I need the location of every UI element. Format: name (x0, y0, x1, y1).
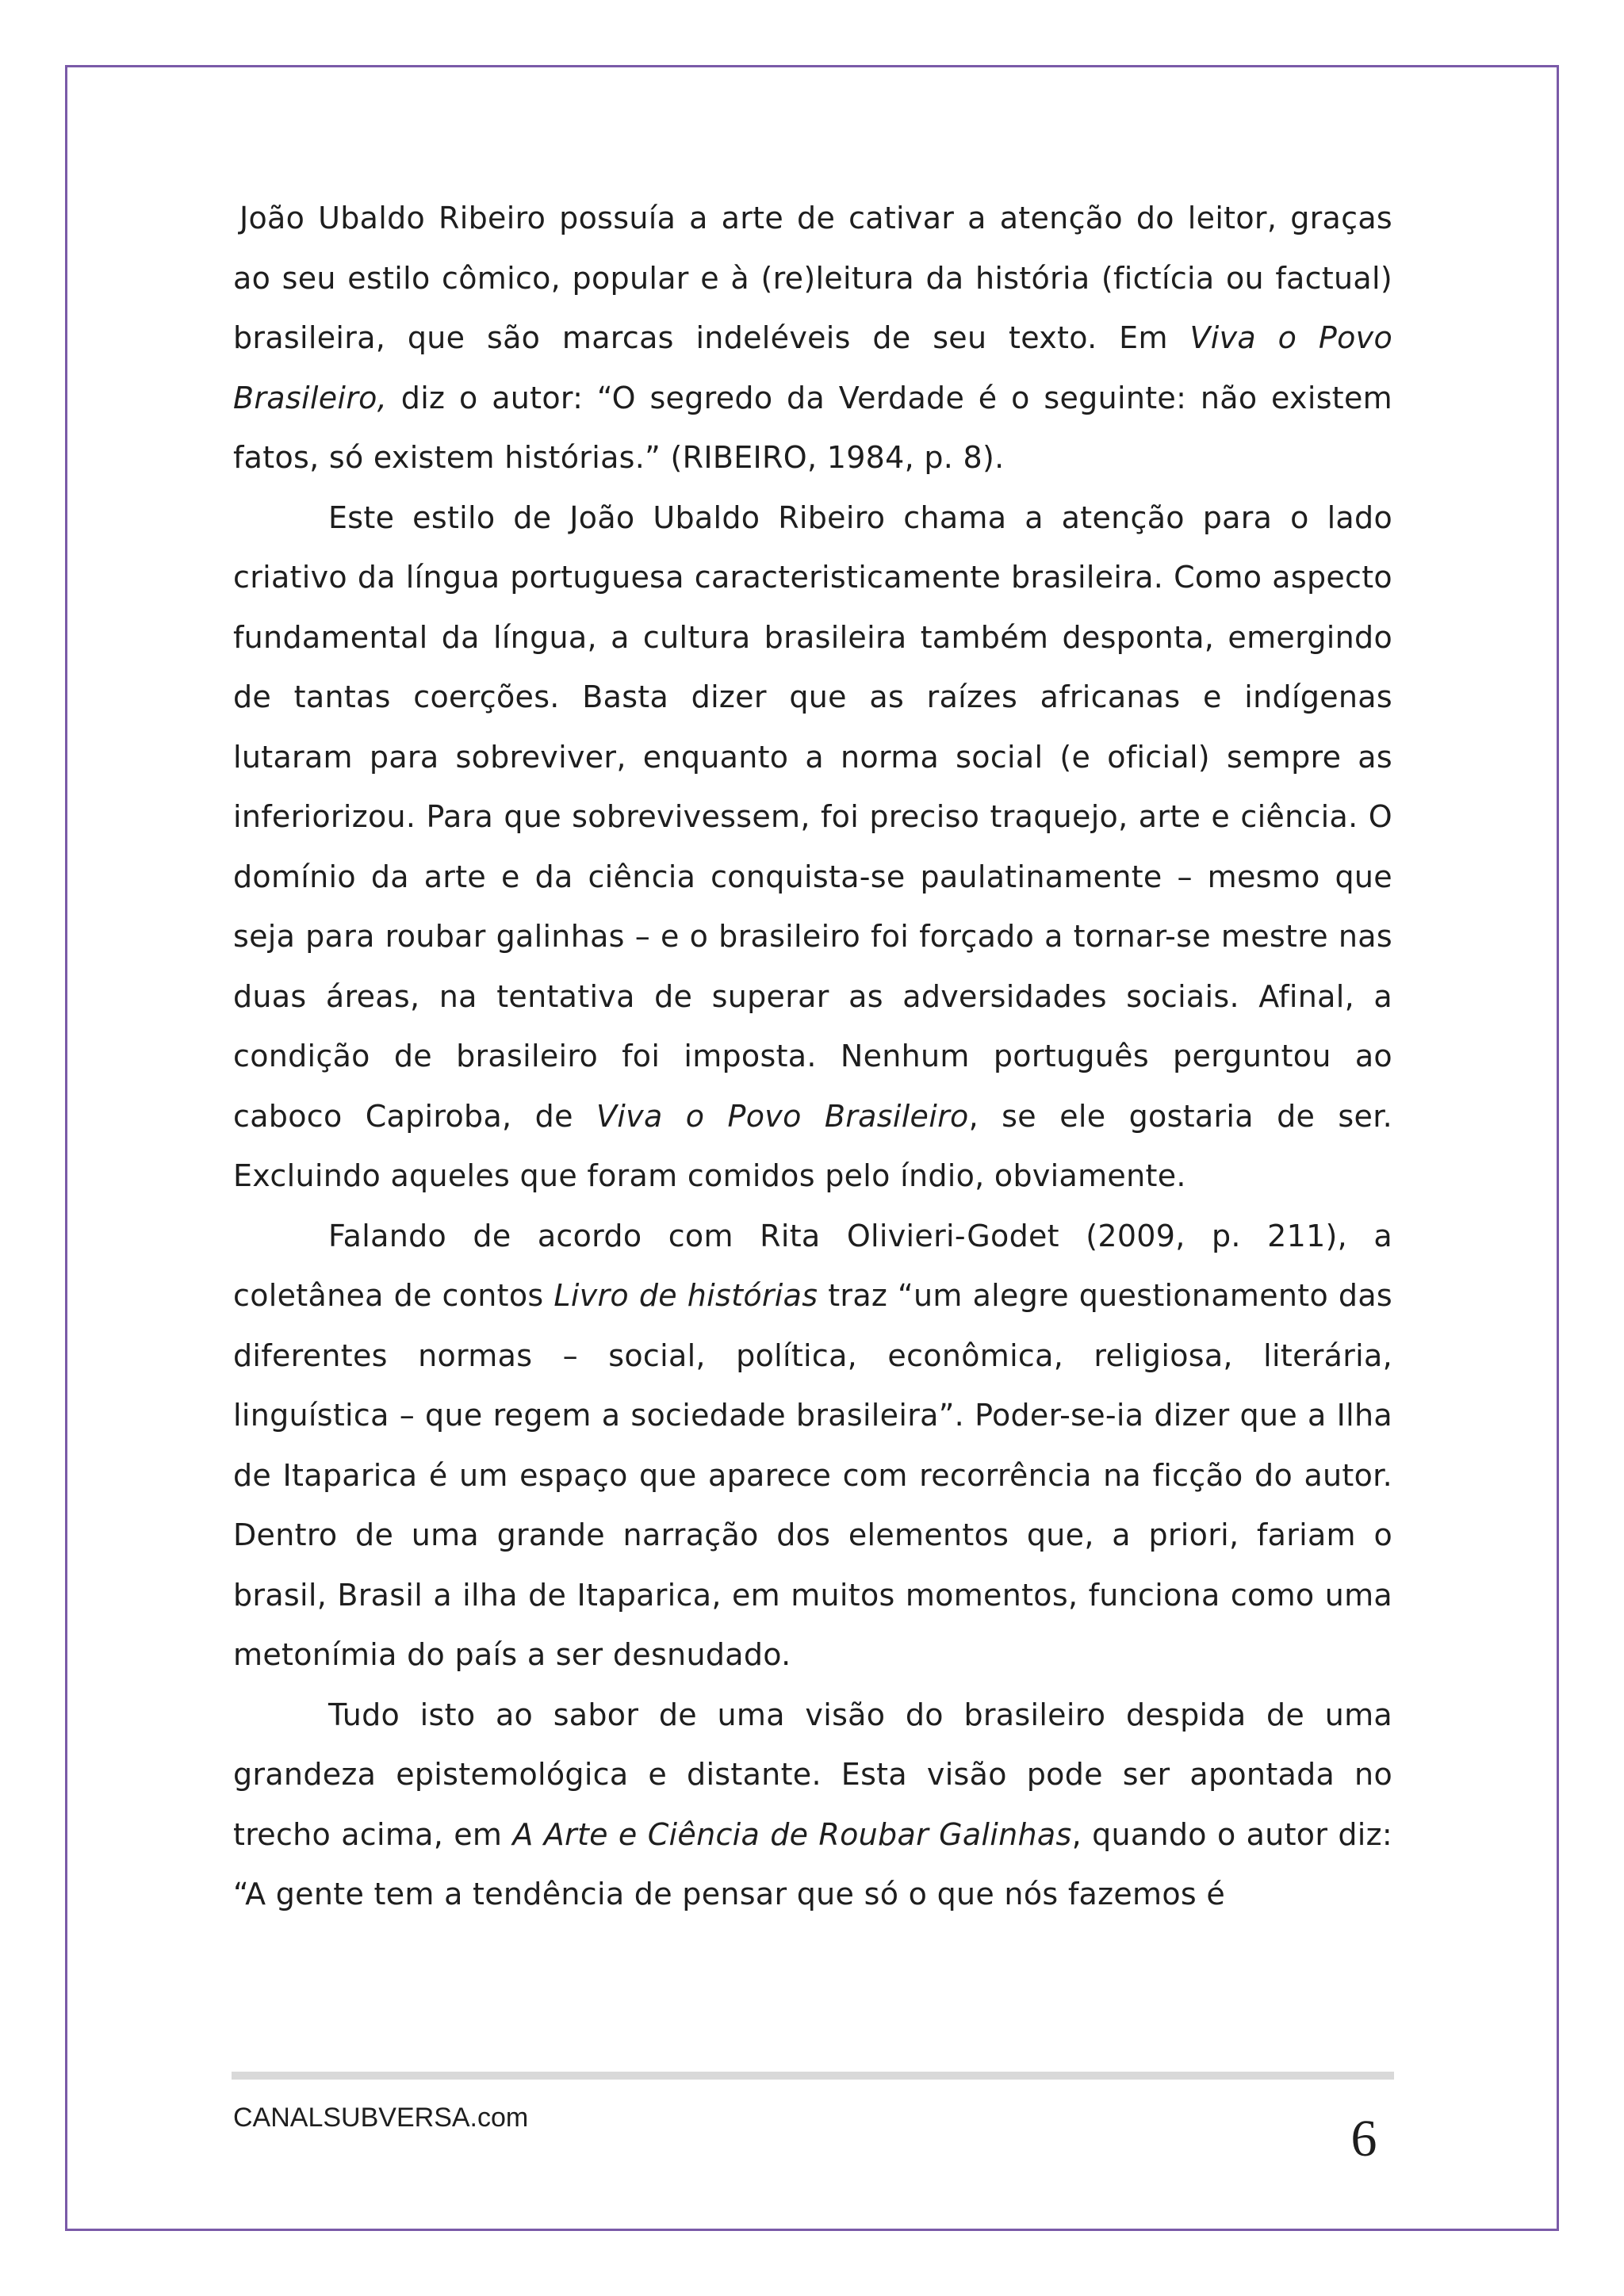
paragraph-3-text-c: traz “um alegre questionamento das diferentes normas – social, política, econômica, religiosa, literária, linguística – que regem a sociedade brasileira”. Poder-se-ia dizer que a Ilha de Itaparica é um espaço que aparece com recorrência na ficção do autor. Dentro de uma grande narração dos elementos que, a priori, fariam o brasil, Brasil a ilha de Itaparica, em muitos momentos, funciona como uma metonímia do país a ser desnudado. (233, 1278, 1392, 1672)
paragraph-1-text-c: diz o autor: “O segredo da Verdade é o seguinte: não existem fatos, só existem histórias.” (RIBEIRO, 1984, p. 8). (233, 380, 1392, 475)
paragraph-2-text-c: , se ele gostaria de ser. Excluindo aqueles que foram comidos pelo índio, obviamente. (233, 1098, 1393, 1193)
paragraph-2-text-a: Este estilo de João Ubaldo Ribeiro chama a atenção para o lado criativo da língua portuguesa caracteristicamente brasileira. Como aspecto fundamental da língua, a cultura brasileira também desponta, emergindo de tantas coerções. Basta dizer que as raízes africanas e indígenas lutaram para sobreviver, enquanto a norma social (e oficial) sempre as inferiorizou. Para que sobrevivessem, foi preciso traquejo, arte e ciência. O domínio da arte e da ciência conquista-se paulatinamente – mesmo que seja para roubar galinhas – e o brasileiro foi forçado a tornar-se mestre nas duas áreas, na tentativa de superar as adversidades sociais. Afinal, a condição de brasileiro foi imposta. Nenhum português perguntou ao caboco Capiroba, de (233, 499, 1392, 1134)
paragraph-4-italic: A Arte e Ciência de Roubar Galinhas (512, 1816, 1072, 1852)
footer-rule (232, 2072, 1394, 2080)
paragraph-4-text-a: Tudo isto ao sabor de uma visão do brasileiro despida de uma grandeza epistemológica e distante. Esta visão pode ser apontada no trecho acima, em (233, 1697, 1392, 1852)
paragraph-3-text-a: Falando de acordo com Rita Olivieri-Godet (2009, p. 211), a coletânea de contos (233, 1218, 1392, 1313)
page-number: 6 (1350, 2110, 1377, 2168)
paragraph-4-text-c: , quando o autor diz: “A gente tem a tendência de pensar que só o que nós fazemos é (233, 1816, 1392, 1911)
paragraph-2-italic: Viva o Povo Brasileiro (596, 1098, 969, 1134)
paragraph-1-italic: Viva o Povo Brasileiro, (233, 320, 1393, 415)
paragraph-3-italic: Livro de histórias (553, 1278, 818, 1313)
paragraph-2 (233, 488, 1392, 1207)
paragraph-3 (233, 1207, 1392, 1686)
paragraph-1-text-a: João Ubaldo Ribeiro possuía a arte de cativar a atenção do leitor, graças ao seu estilo cômico, popular e à (re)leitura da história (fictícia ou factual) brasileira, que são marcas indeléveis de seu texto. Em (233, 201, 1392, 355)
paragraph-4 (233, 1686, 1392, 1925)
footer-site-name: CANALSUBVERSA.com (233, 2103, 529, 2133)
paragraph-1 (233, 189, 1392, 488)
body-text (233, 189, 1392, 1925)
